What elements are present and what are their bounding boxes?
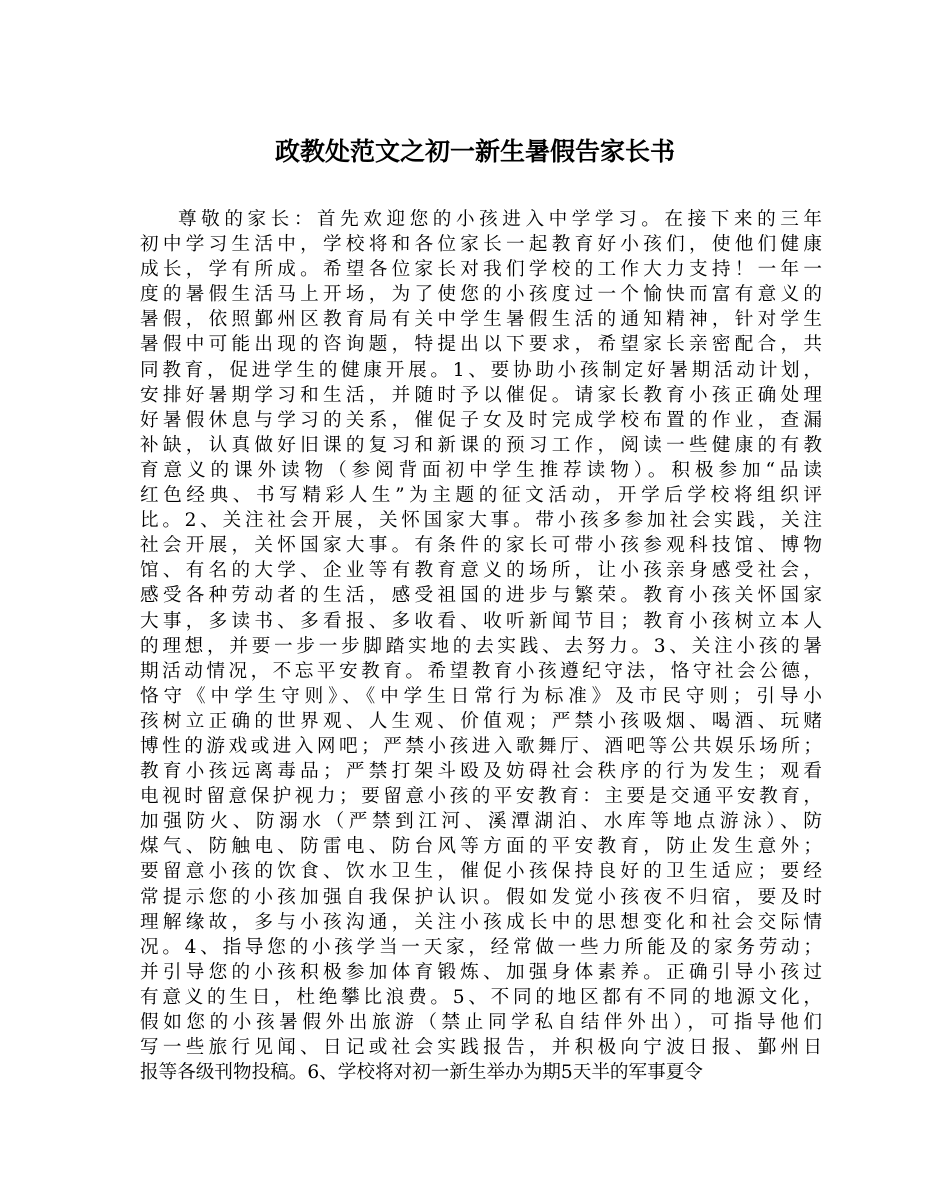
body-line: 理解缘故，多与小孩沟通，关注小孩成长中的思想变化和社会交际情 <box>140 911 822 933</box>
body-line: 常提示您的小孩加强自我保护认识。假如发觉小孩夜不归宿，要及时 <box>140 886 822 908</box>
body-line: 尊敬的家长：首先欢迎您的小孩进入中学学习。在接下来的三年 <box>178 209 822 230</box>
body-line: 况。4、指导您的小孩学当一天家，经常做一些力所能及的家务劳动； <box>140 936 822 958</box>
body-line: 博性的游戏或进入网吧；严禁小孩进入歌舞厅、酒吧等公共娱乐场所； <box>140 735 822 757</box>
body-line: 成长，学有所成。希望各位家长对我们学校的工作大力支持！一年一 <box>140 259 822 281</box>
body-line: 报等各级刊物投稿。6、学校将对初一新生举办为期5天半的军事夏令 <box>140 1062 703 1084</box>
body-line: 同教育，促进学生的健康开展。1、要协助小孩制定好暑期活动计划， <box>140 359 822 381</box>
body-line: 教育小孩远离毒品；严禁打架斗殴及妨碍社会秩序的行为发生；观看 <box>140 761 822 783</box>
body-line: 比。2、关注社会开展，关怀国家大事。带小孩多参加社会实践，关注 <box>140 510 822 532</box>
body-line: 有意义的生日，杜绝攀比浪费。5、不同的地区都有不同的地源文化， <box>140 986 822 1008</box>
body-line: 期活动情况，不忘平安教育。希望教育小孩遵纪守法，恪守社会公德， <box>140 660 822 682</box>
body-line: 写一些旅行见闻、日记或社会实践报告，并积极向宁波日报、鄞州日 <box>140 1037 822 1059</box>
document-title: 政教处范文之初一新生暑假告家长书 <box>274 137 675 166</box>
body-line: 好暑假休息与学习的关系，催促子女及时完成学校布置的作业，查漏 <box>140 409 822 431</box>
body-line: 补缺，认真做好旧课的复习和新课的预习工作，阅读一些健康的有教 <box>140 434 822 456</box>
body-line: 要留意小孩的饮食、饮水卫生，催促小孩保持良好的卫生适应；要经 <box>140 861 822 883</box>
body-line: 大事，多读书、多看报、多收看、收听新闻节目；教育小孩树立本人 <box>140 610 822 632</box>
body-line: 暑假，依照鄞州区教育局有关中学生暑假生活的通知精神，针对学生 <box>140 309 822 331</box>
body-line: 社会开展，关怀国家大事。有条件的家长可带小孩参观科技馆、博物 <box>140 535 822 557</box>
body-line: 育意义的课外读物（参阅背面初中学生推荐读物）。积极参加“品读 <box>140 459 822 481</box>
body-line: 初中学习生活中，学校将和各位家长一起教育好小孩们，使他们健康 <box>140 234 822 256</box>
body-line: 恪守《中学生守则》、《中学生日常行为标准》及市民守则；引导小 <box>140 685 822 707</box>
body-line: 馆、有名的大学、企业等有教育意义的场所，让小孩亲身感受社会， <box>140 560 822 582</box>
body-line: 煤气、防触电、防雷电、防台风等方面的平安教育，防止发生意外； <box>140 836 822 858</box>
document-body <box>140 207 822 1085</box>
body-line: 安排好暑期学习和生活，并随时予以催促。请家长教育小孩正确处理 <box>140 384 822 406</box>
body-line: 加强防火、防溺水（严禁到江河、溪潭湖泊、水库等地点游泳）、防 <box>140 811 822 833</box>
body-line: 红色经典、书写精彩人生”为主题的征文活动，开学后学校将组织评 <box>140 485 822 507</box>
body-line: 的理想，并要一步一步脚踏实地的去实践、去努力。3、关注小孩的暑 <box>140 635 822 657</box>
body-line: 感受各种劳动者的生活，感受祖国的进步与繁荣。教育小孩关怀国家 <box>140 585 822 607</box>
body-line: 电视时留意保护视力；要留意小孩的平安教育：主要是交通平安教育， <box>140 786 822 808</box>
body-line: 并引导您的小孩积极参加体育锻炼、加强身体素养。正确引导小孩过 <box>140 961 822 983</box>
body-line: 孩树立正确的世界观、人生观、价值观；严禁小孩吸烟、喝酒、玩赌 <box>140 710 822 732</box>
body-line: 假如您的小孩暑假外出旅游（禁止同学私自结伴外出），可指导他们 <box>140 1012 822 1033</box>
body-line: 暑假中可能出现的咨询题，特提出以下要求，希望家长亲密配合，共 <box>140 334 822 356</box>
body-line: 度的暑假生活马上开场，为了使您的小孩度过一个愉快而富有意义的 <box>140 284 822 306</box>
